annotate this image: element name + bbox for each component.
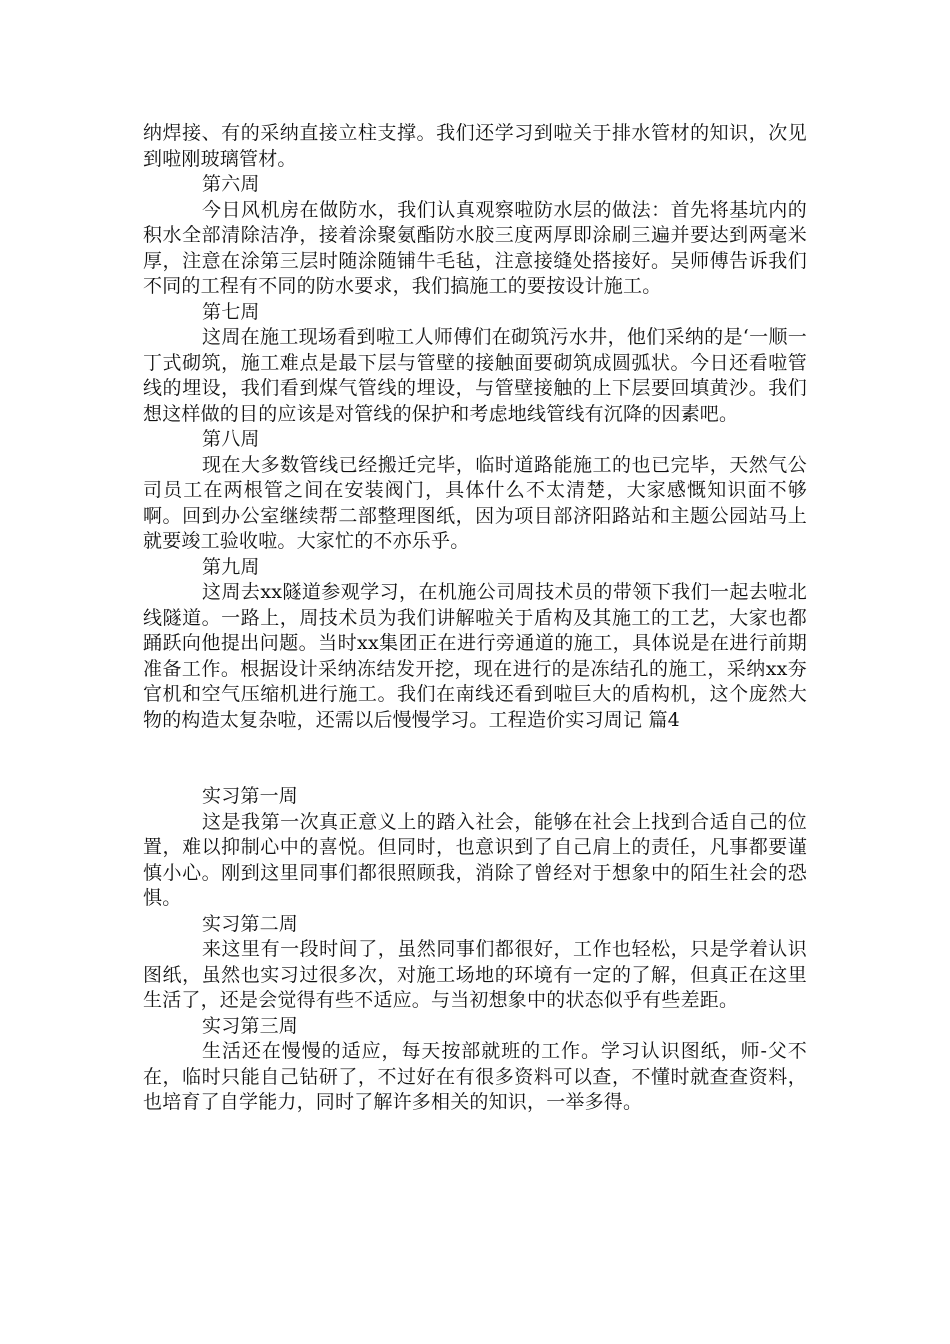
document-body [143,121,807,1116]
paragraph-week-6: 今日风机房在做防水，我们认真观察啦防水层的做法：首先将基坑内的积水全部清除洁净，接着涂聚氨酯防水胶三度两厚即涂刷三遍并要达到两毫米厚，注意在涂第三层时随涂随铺牛毛毡，注意接缝处搭接好。吴师傅告诉我们不同的工程有不同的防水要求，我们搞施工的要按设计施工。 [143,198,807,297]
blank-space [143,733,807,784]
section-heading-week-8: 第八周 [202,428,260,450]
paragraph-internship-week-3: 生活还在慢慢的适应，每天按部就班的工作。学习认识图纸，师-父不在，临时只能自己钻研了，不过好在有很多资料可以查，不懂时就查查资料，也培育了自学能力，同时了解许多相关的知识，一举多得。 [143,1040,807,1113]
paragraph-week-7: 这周在施工现场看到啦工人师傅们在砌筑污水井，他们采纳的是‘一顺一丁式砌筑，施工难点是最下层与管壁的接触面要砌筑成圆弧状。今日还看啦管线的埋设，我们看到煤气管线的埋设，与管壁接触的上下层要回填黄沙。我们想这样做的目的应该是对管线的保护和考虑地线管线有沉降的因素吧。 [143,326,807,425]
paragraph-internship-week-2: 来这里有一段时间了，虽然同事们都很好，工作也轻松，只是学着认识图纸，虽然也实习过很多次，对施工场地的环境有一定的了解，但真正在这里生活了，还是会觉得有些不适应。与当初想象中的状态似乎有些差距。 [143,938,807,1011]
paragraph-continuation: 纳焊接、有的采纳直接立柱支撑。我们还学习到啦关于排水管材的知识，次见到啦刚玻璃管材。 [143,122,807,170]
paragraph-week-9: 这周去xx隧道参观学习，在机施公司周技术员的带领下我们一起去啦北线隧道。一路上，周技术员为我们讲解啦关于盾构及其施工的工艺，大家也都踊跃向他提出问题。当时xx集团正在进行旁通道的施工，具体说是在进行前期准备工作。根据设计采纳冻结发开挖，现在进行的是冻结孔的施工，采纳xx夯官机和空气压缩机进行施工。我们在南线还看到啦巨大的盾构机，这个庞然大物的构造太复杂啦，还需以后慢慢学习。工程造价实习周记 篇4 [143,581,807,731]
section-heading-internship-week-1: 实习第一周 [202,785,299,807]
section-heading-week-9: 第九周 [202,555,260,578]
section-heading-week-6: 第六周 [202,173,260,195]
section-heading-internship-week-2: 实习第二周 [202,912,299,935]
paragraph-week-8: 现在大多数管线已经搬迁完毕，临时道路能施工的也已完毕，天然气公司员工在两根管之间在安装阀门，具体什么不太清楚，大家感慨知识面不够啊。回到办公室继续帮二部整理图纸，因为项目部济阳路站和主题公园站马上就要竣工验收啦。大家忙的不亦乐乎。 [143,453,807,552]
section-heading-internship-week-3: 实习第三周 [202,1014,299,1037]
paragraph-internship-week-1: 这是我第一次真正意义上的踏入社会，能够在社会上找到合适自己的位置，难以抑制心中的喜悦。但同时，也意识到了自己肩上的责任，凡事都要谨慎小心。刚到这里同事们都很照顾我，消除了曾经对于想象中的陌生社会的恐惧。 [143,810,807,909]
section-heading-week-7: 第七周 [202,300,260,323]
